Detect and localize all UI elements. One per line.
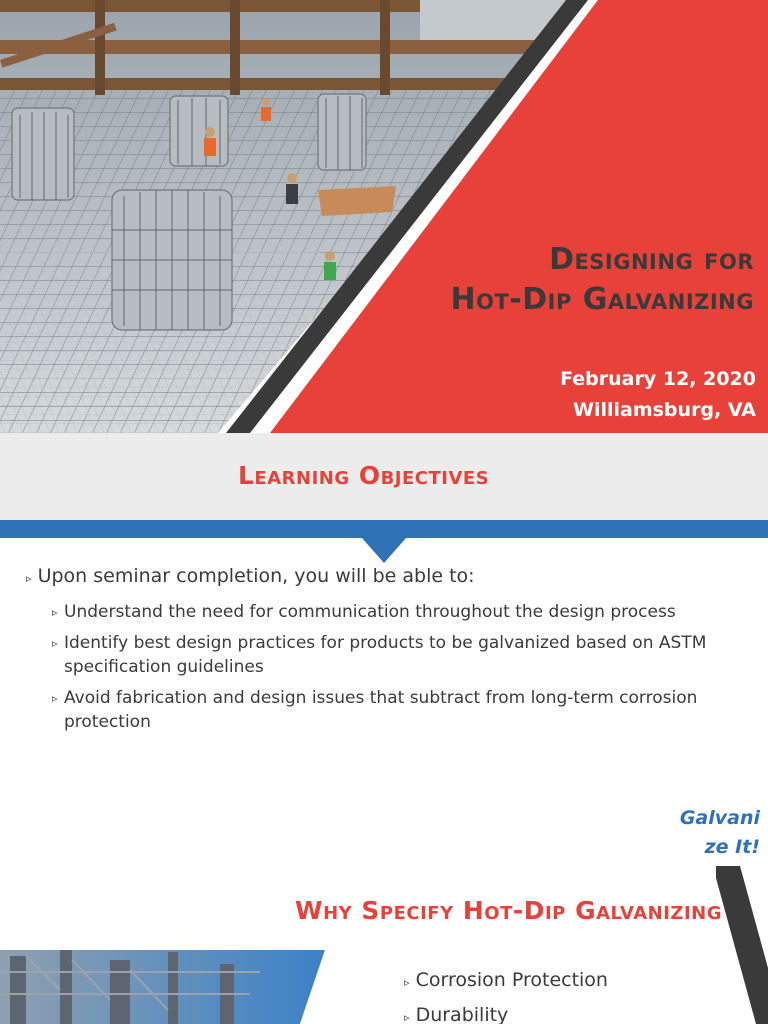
tagline-line-1: Galvani xyxy=(679,807,760,829)
title-line-1: Designing for xyxy=(549,242,754,277)
reason-text: Corrosion Protection xyxy=(415,969,608,991)
list-item xyxy=(52,686,742,734)
objective-text: Understand the need for communication throughout the design process xyxy=(64,602,676,622)
presentation-title xyxy=(451,240,754,320)
event-details xyxy=(560,364,756,426)
list-item xyxy=(404,999,608,1024)
title-slide xyxy=(0,0,768,433)
event-date: February 12, 2020 xyxy=(560,368,756,390)
title-line-2: Hot-Dip Galvanizing xyxy=(450,282,754,317)
list-item xyxy=(52,631,742,679)
slide-heading: Why Specify Hot-Dip Galvanizing xyxy=(295,896,722,925)
list-item xyxy=(52,600,742,624)
bullet-arrow-icon: ▹ xyxy=(52,637,58,650)
header-divider xyxy=(0,520,768,538)
event-location: Williamsburg, VA xyxy=(573,399,756,421)
objectives-list xyxy=(52,600,742,741)
intro-text: Upon seminar completion, you will be able to: xyxy=(37,565,475,587)
reason-text: Durability xyxy=(415,1004,509,1024)
divider-notch xyxy=(362,538,406,563)
learning-objectives-slide xyxy=(0,433,768,778)
bullet-arrow-icon: ▹ xyxy=(404,976,410,989)
steel-structure-photo xyxy=(0,950,325,1024)
why-galvanizing-slide xyxy=(0,778,768,1024)
bullet-arrow-icon: ▹ xyxy=(404,1011,410,1024)
slide-header xyxy=(0,433,768,520)
bullet-arrow-icon: ▹ xyxy=(52,692,58,705)
tagline-line-2: ze It! xyxy=(704,836,760,858)
intro-bullet xyxy=(26,565,475,587)
objective-text: Avoid fabrication and design issues that subtract from long-term corrosion protection xyxy=(64,688,698,732)
reasons-list xyxy=(404,964,608,1024)
tagline xyxy=(650,804,760,862)
objective-text: Identify best design practices for products to be galvanized based on ASTM specification guidelines xyxy=(64,633,707,677)
bullet-arrow-icon: ▹ xyxy=(52,606,58,619)
list-item xyxy=(404,964,608,999)
bullet-arrow-icon: ▹ xyxy=(26,572,32,585)
slide-heading: Learning Objectives xyxy=(238,461,490,490)
